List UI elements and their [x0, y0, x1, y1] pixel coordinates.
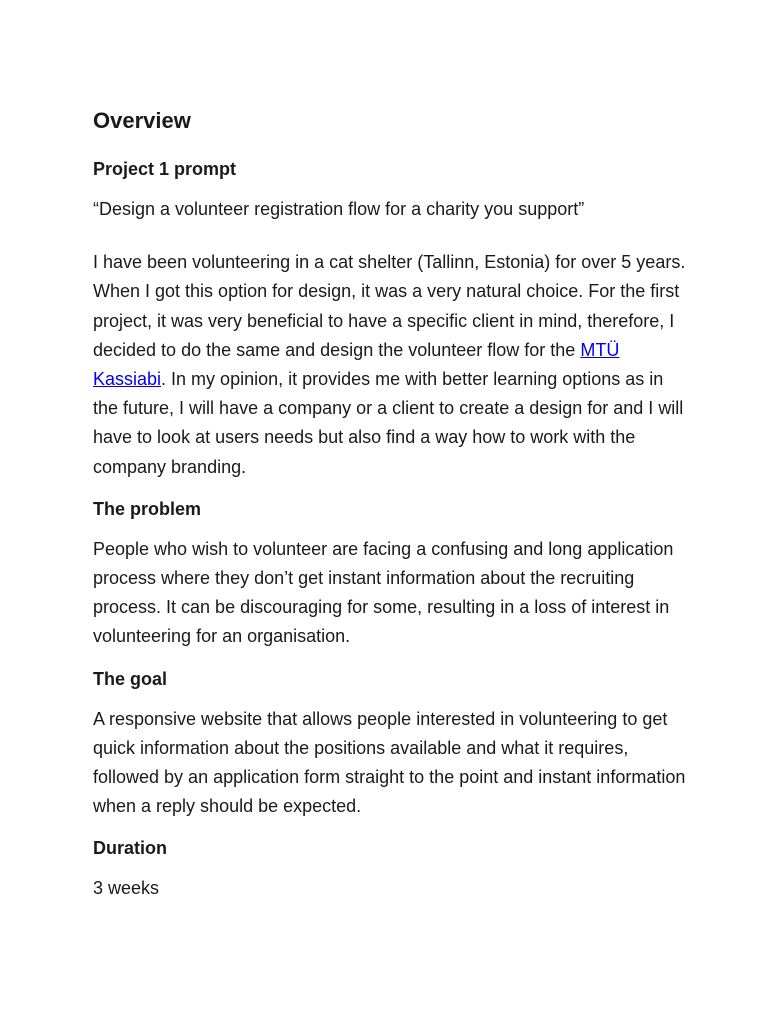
duration-text: 3 weeks	[93, 878, 160, 899]
document-content	[93, 104, 693, 904]
kassiabi-link[interactable]: MTÜ Kassiabi	[93, 339, 620, 390]
duration-heading: Duration	[93, 838, 167, 859]
intro-text-end: . In my opinion, it provides me with better learning options as in the future, I will have a company or a client to create a design for and I will have to look at users needs but also find a way how to work with the company branding.	[93, 369, 684, 477]
page-title: Overview	[93, 108, 191, 133]
problem-heading: The problem	[93, 498, 202, 519]
problem-paragraph: People who wish to volunteer are facing a confusing and long application process where they don’t get instant information about the recruiting process. It can be discouraging for some, resulting in a loss of interest in volunteering for an organisation.	[93, 538, 674, 647]
prompt-heading: Project 1 prompt	[93, 159, 237, 179]
prompt-quote: “Design a volunteer registration flow for a charity you support”	[93, 199, 585, 219]
goal-heading: The goal	[93, 668, 168, 689]
goal-paragraph: A responsive website that allows people interested in volunteering to get quick information about the positions available and what it requires, followed by an application form straight to the point and instant information when a reply should be expected.	[93, 708, 686, 817]
intro-text-start: I have been volunteering in a cat shelter (Tallinn, Estonia) for over 5 years. When I got this option for design, it was a very natural choice. For the first project, it was very beneficial to have a specific client in mind, therefore, I decided to do the same and design the volunteer flow for the	[93, 252, 686, 360]
intro-paragraph	[93, 248, 693, 482]
